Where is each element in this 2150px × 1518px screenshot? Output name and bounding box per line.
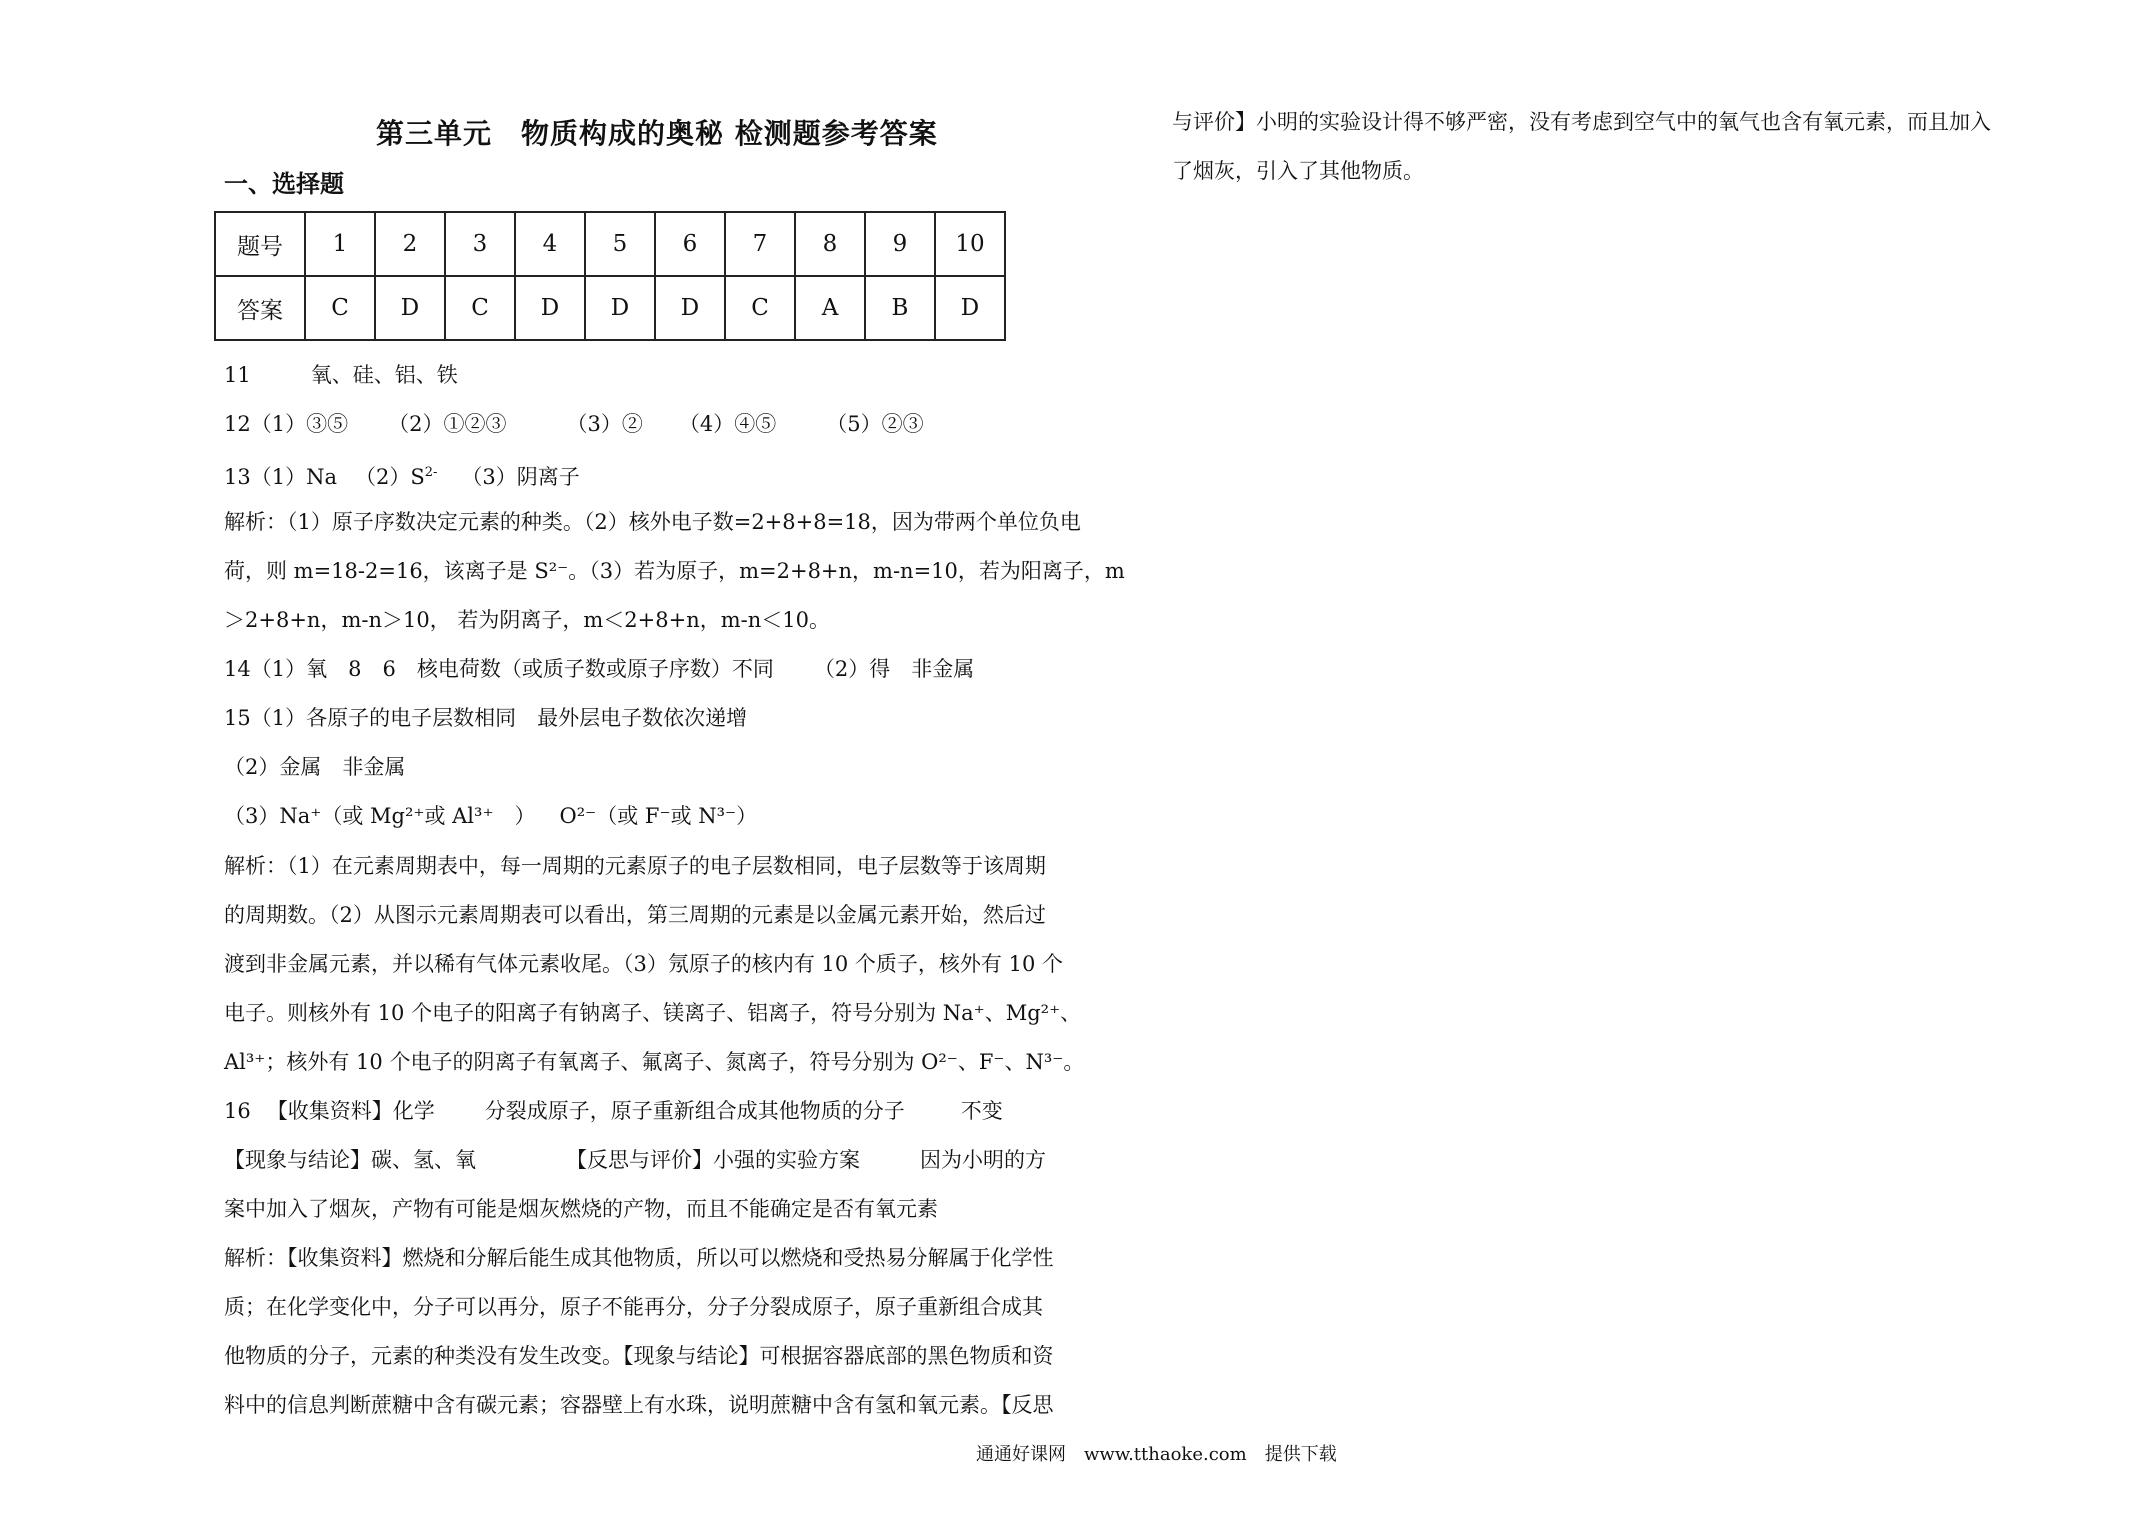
table-cell: 2 [375, 212, 445, 276]
table-cell: D [515, 276, 585, 340]
table-header-answer: 答案 [215, 276, 305, 340]
analysis-13-line: ＞2+8+n，m-n＞10， 若为阴离子，m＜2+8+n，m-n＜10。 [224, 608, 830, 632]
answer-16 [224, 1096, 1003, 1126]
answer-text: 氧、硅、铝、铁 [310, 363, 458, 387]
answer-part: （1）氧 8 6 核电荷数（或质子数或原子序数）不同 [250, 657, 774, 681]
analysis-16-line: 他物质的分子，元素的种类没有发生改变。【现象与结论】可根据容器底部的黑色物质和资 [224, 1344, 1054, 1368]
answer-part: 分裂成原子，原子重新组合成其他物质的分子 [484, 1099, 905, 1123]
table-cell: 3 [445, 212, 515, 276]
table-cell: 6 [655, 212, 725, 276]
page-footer: 通通好课网 www.tthaoke.com 提供下载 [976, 1444, 1337, 1465]
table-cell: B [865, 276, 935, 340]
table-cell: A [795, 276, 865, 340]
answer-15 [224, 703, 747, 733]
analysis-16-line: 解析：【收集资料】燃烧和分解后能生成其他物质，所以可以燃烧和受热易分解属于化学性 [224, 1246, 1054, 1270]
answer-part: 不变 [960, 1099, 1003, 1123]
table-cell: D [655, 276, 725, 340]
table-cell: 9 [865, 212, 935, 276]
analysis-16-line: 质；在化学变化中，分子可以再分，原子不能再分，分子分裂成原子，原子重新组合成其 [224, 1295, 1043, 1319]
answer-16-line2 [224, 1145, 1046, 1175]
answer-table [214, 211, 1006, 341]
answer-part: O²⁻（或 F⁻或 N³⁻） [559, 804, 758, 828]
answer-part: （4）④⑤ [678, 412, 777, 436]
answer-part: （1）各原子的电子层数相同 最外层电子数依次递增 [250, 706, 748, 730]
answer-15-part3 [224, 801, 757, 831]
analysis-13-line: 解析：（1）原子序数决定元素的种类。（2）核外电子数=2+8+8=18，因为带两个单位负电 [224, 510, 1081, 534]
table-cell: 5 [585, 212, 655, 276]
table-cell: 10 [935, 212, 1005, 276]
table-cell: 4 [515, 212, 585, 276]
analysis-13-line: 荷，则 m=18-2=16，该离子是 S²⁻。（3）若为原子，m=2+8+n，m-n=10，若为阳离子，m [224, 559, 1125, 583]
answer-16-line3: 案中加入了烟灰，产物有可能是烟灰燃烧的产物，而且不能确定是否有氧元素 [224, 1197, 938, 1221]
analysis-15-line: 解析：（1）在元素周期表中，每一周期的元素原子的电子层数相同，电子层数等于该周期 [224, 854, 1046, 878]
answer-12 [224, 409, 924, 439]
answer-part: （2）S [355, 465, 425, 489]
question-number: 12 [224, 412, 251, 436]
page-title: 第三单元 物质构成的奥秘 检测题参考答案 [376, 117, 938, 150]
table-cell: D [585, 276, 655, 340]
charge-superscript: 2- [424, 465, 438, 480]
answer-part: （1）Na [250, 465, 337, 489]
section-heading-choice: 一、选择题 [224, 170, 344, 198]
table-cell: 8 [795, 212, 865, 276]
table-cell: 7 [725, 212, 795, 276]
analysis-15-line: 渡到非金属元素，并以稀有气体元素收尾。（3）氖原子的核内有 10 个质子，核外有 10 个 [224, 952, 1064, 976]
table-cell: D [375, 276, 445, 340]
right-column-line: 与评价】小明的实验设计得不够严密，没有考虑到空气中的氧气也含有氧元素，而且加入 [1172, 110, 1991, 134]
table-cell: D [935, 276, 1005, 340]
table-cell: C [445, 276, 515, 340]
answer-part: （2）得 非金属 [813, 657, 975, 681]
table-cell: C [305, 276, 375, 340]
analysis-15-line: Al³⁺；核外有 10 个电子的阴离子有氧离子、氟离子、氮离子，符号分别为 O²⁻、F⁻、N³⁻。 [224, 1050, 1085, 1074]
question-number: 13 [224, 465, 251, 489]
answer-part: （5）②③ [826, 412, 924, 436]
table-cell: 1 [305, 212, 375, 276]
analysis-16-line: 料中的信息判断蔗糖中含有碳元素；容器壁上有水珠，说明蔗糖中含有氢和氧元素。【反思 [224, 1393, 1054, 1417]
answer-part: 因为小明的方 [920, 1148, 1046, 1172]
answer-11 [224, 360, 458, 390]
answer-part: （1）③⑤ [250, 412, 349, 436]
table-header-question: 题号 [215, 212, 305, 276]
answer-14 [224, 654, 974, 684]
analysis-15-line: 的周期数。（2）从图示元素周期表可以看出，第三周期的元素是以金属元素开始，然后过 [224, 903, 1046, 927]
analysis-15-line: 电子。则核外有 10 个电子的阳离子有钠离子、镁离子、铝离子，符号分别为 Na⁺、Mg²⁺、 [224, 1001, 1082, 1025]
question-number: 14 [224, 657, 251, 681]
answer-part: （3）Na⁺（或 Mg²⁺或 Al³⁺ ） [224, 804, 536, 828]
question-number: 11 [224, 363, 251, 387]
answer-part: （3）② [566, 412, 643, 436]
table-row-numbers [215, 212, 1005, 276]
answer-15-part2: （2）金属 非金属 [224, 755, 406, 779]
answer-part: （2）①②③ [388, 412, 507, 436]
answer-part: 【收集资料】化学 [266, 1099, 435, 1123]
question-number: 16 [224, 1099, 251, 1123]
answer-part: 【现象与结论】碳、氢、氧 [224, 1148, 476, 1172]
answer-part: （3）阴离子 [461, 465, 580, 489]
table-row-answers [215, 276, 1005, 340]
table-cell: C [725, 276, 795, 340]
question-number: 15 [224, 706, 251, 730]
answer-part: 【反思与评价】小强的实验方案 [566, 1148, 860, 1172]
right-column-line: 了烟灰，引入了其他物质。 [1172, 159, 1424, 183]
answer-13 [224, 458, 580, 492]
